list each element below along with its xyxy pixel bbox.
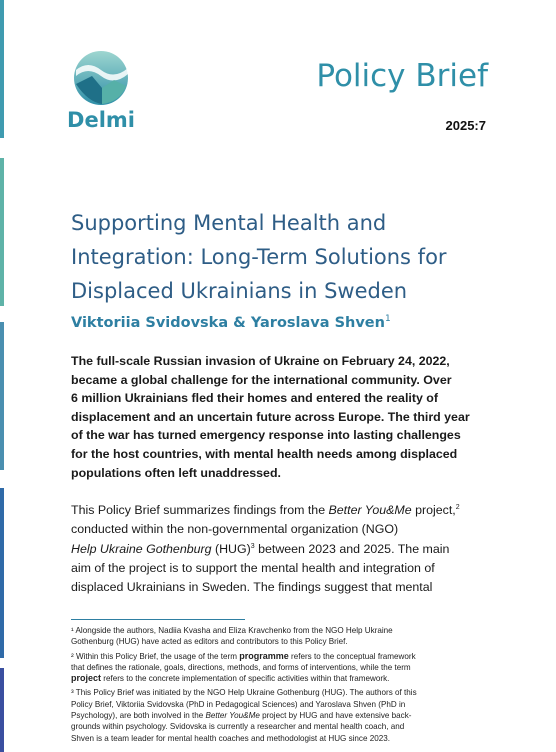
intro-line: The full-scale Russian invasion of Ukraine on February 24, 2022,	[71, 354, 450, 368]
edge-bar	[0, 0, 4, 138]
footnote-ref: 1	[384, 314, 391, 324]
footnote-text: refers to the concrete implementation of specific activities within that framework.	[101, 674, 390, 684]
title-line: Displaced Ukrainians in Sweden	[71, 279, 408, 303]
body-line: conducted within the non-governmental organization (NGO)	[71, 521, 399, 536]
term-programme: programme	[239, 650, 289, 661]
footnote-1	[71, 625, 491, 648]
project-name: Better You&Me	[205, 711, 260, 721]
edge-bar	[0, 158, 4, 306]
body-text: (HUG)	[211, 542, 251, 557]
body-line: aim of the project is to support the mental health and integration of	[71, 561, 435, 576]
footnote-line	[71, 673, 491, 684]
footnote-ref: 3	[250, 543, 255, 551]
intro-line: displacement and an uncertain future across Europe. The third year	[71, 409, 470, 424]
footnote-text: Psychology), are both involved in the	[71, 711, 206, 721]
title-line: Integration: Long-Term Solutions for	[71, 245, 447, 269]
footnote-line: Gothenburg (HUG) have acted as editors and contributors to this Policy Brief.	[71, 637, 348, 647]
footnotes	[71, 625, 491, 747]
body-paragraph	[71, 499, 491, 596]
intro-line: for the host countries, with mental health needs among displaced	[71, 446, 458, 461]
intro-line: of the war has turned emergency response into lasting challenges	[71, 428, 461, 443]
authors	[71, 314, 391, 331]
body-line: displaced Ukrainians in Sweden. The findings suggest that mental	[71, 579, 433, 594]
logo-mark	[66, 50, 136, 106]
body-text: between 2023 and 2025. The main	[254, 542, 450, 557]
footnote-line	[71, 710, 491, 721]
term-project: project	[71, 673, 102, 684]
footnote-2	[71, 651, 491, 685]
edge-bar	[0, 488, 4, 658]
intro-line: became a global challenge for the international community. Over	[71, 372, 452, 387]
author-names: Viktoriia Svidovska & Yaroslava Shven	[71, 314, 385, 331]
footnote-text: project by HUG and have extensive back-	[259, 711, 412, 721]
edge-bar	[0, 322, 4, 470]
footnote-line: grounds within psychology. Svidovska is currently a researcher and mental health coach, and	[71, 722, 405, 732]
body-line	[71, 499, 491, 520]
footnote-line: ³ This Policy Brief was initiated by the NGO Help Ukraine Gothenburg (HUG). The authors of this	[71, 688, 417, 698]
footnote-divider	[71, 619, 245, 620]
footnote-text: refers to the conceptual framework	[288, 651, 416, 661]
brief-number: 2025:7	[445, 118, 486, 133]
edge-bar	[0, 668, 4, 752]
footnote-line: Policy Brief, Viktoriia Svidovska (PhD in Pedagogical Sciences) and Yaroslava Shven (PhD in	[71, 699, 406, 709]
footnote-text: ² Within this Policy Brief, the usage of the term	[71, 651, 240, 661]
body-text: project,	[411, 503, 456, 518]
policy-brief-label: Policy Brief	[316, 58, 488, 94]
body-line	[71, 538, 491, 559]
organization-name: Help Ukraine Gothenburg	[71, 542, 212, 557]
intro-paragraph	[71, 352, 491, 482]
footnote-ref: 2	[455, 504, 460, 511]
delmi-logo	[66, 50, 136, 140]
intro-line: populations often left unaddressed.	[71, 465, 281, 480]
footnote-line	[71, 651, 491, 662]
title-line: Supporting Mental Health and	[71, 211, 387, 235]
footnote-line: that defines the rationale, goals, directions, methods, and forms of interventions, while the term	[71, 662, 411, 672]
footnote-3	[71, 687, 491, 743]
project-name: Better You&Me	[328, 503, 412, 518]
footnote-line: Shven is a team leader for mental health coaches and methodologist at HUG since 2023.	[71, 733, 390, 743]
body-text: This Policy Brief summarizes findings from the	[71, 503, 329, 518]
intro-line: 6 million Ukrainians fled their homes and entered the reality of	[71, 391, 438, 406]
logo-wordmark: Delmi	[67, 108, 135, 132]
footnote-line: ¹ Alongside the authors, Nadiia Kvasha and Eliza Kravchenko from the NGO Help Ukraine	[71, 626, 393, 635]
document-title	[71, 206, 511, 308]
